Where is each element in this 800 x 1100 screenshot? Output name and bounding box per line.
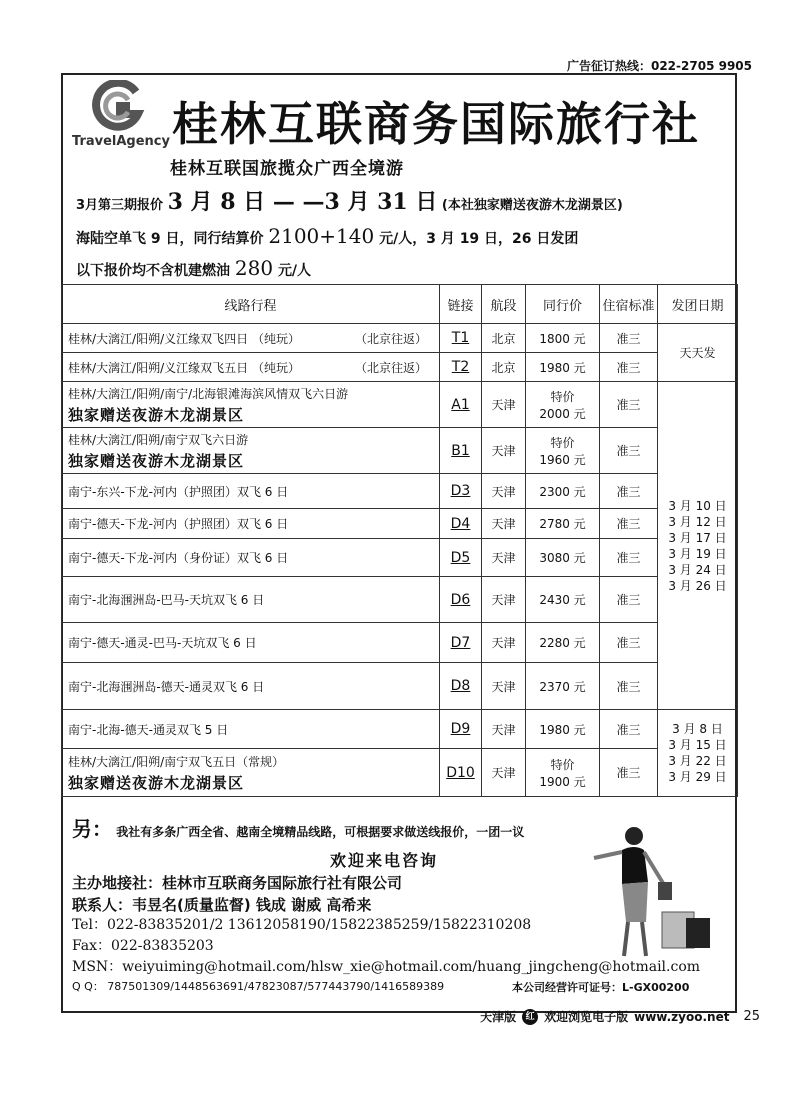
route-cell <box>62 428 440 474</box>
red-badge-icon: 红 <box>522 1009 538 1025</box>
price-table <box>61 284 738 797</box>
page-subtitle: 桂林互联国旅揽众广西全境游 <box>170 159 404 179</box>
date-cell-march <box>658 382 738 710</box>
route-tag: （北京往返） <box>354 360 427 375</box>
code-cell[interactable] <box>440 539 482 577</box>
code-cell[interactable] <box>440 623 482 663</box>
agency-logo-icon <box>90 80 146 134</box>
hotel-cell: 准三 <box>600 623 658 663</box>
route-cell <box>62 353 440 382</box>
depart-date: 3 月 12 日 <box>668 514 727 529</box>
segment-cell: 天津 <box>482 577 526 623</box>
fuel-note-prefix: 以下报价均不含机建燃油 <box>76 263 230 279</box>
price-cell: 1980 元 <box>526 710 600 749</box>
promo-period-line <box>76 185 623 216</box>
depart-date: 3 月 29 日 <box>668 770 727 784</box>
segment-cell: 天津 <box>482 428 526 474</box>
table-row <box>62 509 738 539</box>
hotel-cell: 准三 <box>600 324 658 353</box>
table-row <box>62 474 738 509</box>
license-number: 本公司经营许可证号：L-GX00200 <box>512 981 690 994</box>
depart-date: 3 月 22 日 <box>668 754 727 768</box>
code-cell[interactable] <box>440 324 482 353</box>
exclusive-offer: 独家赠送夜游木龙湖景区 <box>68 773 245 792</box>
price-label: 特价 <box>550 757 575 772</box>
additional-note <box>72 813 524 842</box>
note-text: 我社有多条广西全省、越南全境精品线路，可根据要求做送线报价，一团一议 <box>116 825 525 839</box>
table-row <box>62 382 738 428</box>
code-cell[interactable] <box>440 382 482 428</box>
segment-cell: 天津 <box>482 474 526 509</box>
price-cell: 2430 元 <box>526 577 600 623</box>
code-cell[interactable] <box>440 577 482 623</box>
exclusive-offer: 独家赠送夜游木龙湖景区 <box>68 451 245 470</box>
depart-date: 3 月 26 日 <box>668 578 727 593</box>
exclusive-offer: 独家赠送夜游木龙湖景区 <box>68 405 245 424</box>
depart-date: 3 月 15 日 <box>668 738 727 752</box>
segment-cell: 天津 <box>482 623 526 663</box>
fuel-note-price: 280 <box>234 256 274 280</box>
price-cell: 2280 元 <box>526 623 600 663</box>
route-code-link[interactable]: D9 <box>450 721 471 737</box>
table-row <box>62 539 738 577</box>
hotel-cell: 准三 <box>600 382 658 428</box>
hotel-cell: 准三 <box>600 474 658 509</box>
price-cell <box>526 749 600 797</box>
segment-cell: 天津 <box>482 749 526 797</box>
route-code-link[interactable]: A1 <box>451 396 470 413</box>
price-cell: 3080 元 <box>526 539 600 577</box>
route-cell: 南宁-北海涠洲岛-德天-通灵双飞 6 日 <box>62 663 440 710</box>
note-head: 另： <box>72 817 112 841</box>
hotel-cell: 准三 <box>600 577 658 623</box>
telephone: Tel：022-83835201/2 13612058190/15822385259/15822310208 <box>72 917 532 933</box>
hotel-cell: 准三 <box>600 749 658 797</box>
route-tag: （北京往返） <box>354 331 427 346</box>
promo-period-note: (本社独家赠送夜游木龙湖景区) <box>441 198 623 213</box>
header-route: 线路行程 <box>62 285 440 324</box>
route-code-link[interactable]: D8 <box>450 678 471 694</box>
msn-contacts: MSN：weiyuiming@hotmail.com/hlsw_xie@hotmail.com/huang_jingcheng@hotmail.com <box>72 959 701 975</box>
fuel-note-line <box>76 256 311 280</box>
route-cell: 南宁-北海-德天-通灵双飞 5 日 <box>62 710 440 749</box>
special-offer-prefix: 海陆空单飞 9 日，同行结算价 <box>76 231 264 247</box>
price-label: 特价 <box>550 389 575 404</box>
price-cell: 2300 元 <box>526 474 600 509</box>
hotel-cell: 准三 <box>600 353 658 382</box>
fuel-note-suffix: 元/人 <box>277 263 312 279</box>
route-cell: 南宁-德天-下龙-河内（身份证）双飞 6 日 <box>62 539 440 577</box>
price-cell: 2780 元 <box>526 509 600 539</box>
header-hotel: 住宿标准 <box>600 285 658 324</box>
route-cell <box>62 324 440 353</box>
route-cell: 南宁-北海涠洲岛-巴马-天坑双飞 6 日 <box>62 577 440 623</box>
price-cell <box>526 428 600 474</box>
route-cell: 南宁-德天-下龙-河内（护照团）双飞 6 日 <box>62 509 440 539</box>
depart-date: 3 月 24 日 <box>668 562 727 577</box>
route-cell <box>62 749 440 797</box>
route-code-link[interactable]: D6 <box>450 591 471 608</box>
table-row <box>62 623 738 663</box>
route-code-link[interactable]: D5 <box>450 549 471 566</box>
organizer: 主办地接社：桂林市互联商务国际旅行社有限公司 <box>72 874 403 892</box>
table-row <box>62 710 738 749</box>
header-price: 同行价 <box>526 285 600 324</box>
shopping-woman-illustration-icon <box>588 822 718 962</box>
segment-cell: 天津 <box>482 710 526 749</box>
date-cell-daily: 天天发 <box>658 324 738 382</box>
route-code-link[interactable]: D4 <box>450 515 471 532</box>
page-footer <box>480 1008 760 1025</box>
route-code-link[interactable]: T2 <box>451 359 470 375</box>
special-offer-suffix: 元/人，3 月 19 日，26 日发团 <box>379 231 579 247</box>
code-cell[interactable] <box>440 474 482 509</box>
segment-cell: 北京 <box>482 324 526 353</box>
price-cell <box>526 382 600 428</box>
price-value: 2000 元 <box>539 406 586 421</box>
welcome-text: 欢迎来电咨询 <box>330 851 439 870</box>
page-number: 25 <box>743 1009 760 1024</box>
route-code-link[interactable]: D3 <box>450 483 471 499</box>
price-value: 1900 元 <box>539 774 586 789</box>
qq-contacts: Q Q： 787501309/1448563691/47823087/577443790/1416589389 <box>72 980 445 993</box>
depart-date: 3 月 17 日 <box>668 530 727 545</box>
route-cell: 南宁-东兴-下龙-河内（护照团）双飞 6 日 <box>62 474 440 509</box>
ad-hotline: 广告征订热线：022-2705 9905 <box>566 59 752 73</box>
table-header-row <box>62 285 738 324</box>
segment-cell: 天津 <box>482 539 526 577</box>
depart-date: 3 月 8 日 <box>672 722 723 736</box>
hotel-cell: 准三 <box>600 509 658 539</box>
segment-cell: 北京 <box>482 353 526 382</box>
hotel-cell: 准三 <box>600 663 658 710</box>
route-cell: 南宁-德天-通灵-巴马-天坑双飞 6 日 <box>62 623 440 663</box>
route-text: 桂林/大漓江/阳朔/南宁双飞五日（常规） <box>68 754 285 769</box>
table-row <box>62 324 738 353</box>
hotel-cell: 准三 <box>600 539 658 577</box>
special-offer-price: 2100+140 <box>268 224 375 248</box>
footer-site-link[interactable]: www.zyoo.net <box>634 1009 730 1024</box>
table-row <box>62 428 738 474</box>
depart-date: 3 月 10 日 <box>668 498 727 513</box>
code-cell[interactable] <box>440 663 482 710</box>
code-cell[interactable] <box>440 353 482 382</box>
segment-cell: 天津 <box>482 382 526 428</box>
footer-text: 欢迎浏览电子版 <box>544 1010 629 1024</box>
route-text: 桂林/大漓江/阳朔/南宁双飞六日游 <box>68 432 249 447</box>
route-code-link[interactable]: D10 <box>446 764 475 781</box>
price-label: 特价 <box>550 435 575 450</box>
route-text: 桂林/大漓江/阳朔/义江缘双飞四日 （纯玩） <box>68 331 300 346</box>
table-row <box>62 353 738 382</box>
price-cell: 1980 元 <box>526 353 600 382</box>
date-cell-march-late <box>658 710 738 797</box>
code-cell[interactable] <box>440 710 482 749</box>
route-cell <box>62 382 440 428</box>
code-cell[interactable] <box>440 428 482 474</box>
segment-cell: 天津 <box>482 663 526 710</box>
route-code-link[interactable]: D7 <box>450 634 471 651</box>
footer-edition: 天津版 <box>480 1010 517 1024</box>
header-segment: 航段 <box>482 285 526 324</box>
price-cell: 1800 元 <box>526 324 600 353</box>
header-date: 发团日期 <box>658 285 738 324</box>
promo-period-prefix: 3月第三期报价 <box>76 198 164 213</box>
hotel-cell: 准三 <box>600 428 658 474</box>
segment-cell: 天津 <box>482 509 526 539</box>
route-text: 桂林/大漓江/阳朔/南宁/北海银滩海滨风情双飞六日游 <box>68 386 349 401</box>
hotel-cell: 准三 <box>600 710 658 749</box>
price-cell: 2370 元 <box>526 663 600 710</box>
logo-text: TravelAgency <box>72 134 170 149</box>
code-cell[interactable] <box>440 749 482 797</box>
table-row <box>62 749 738 797</box>
promo-period-range: 3 月 8 日 — —3 月 31 日 <box>167 189 438 215</box>
code-cell[interactable] <box>440 509 482 539</box>
contact-people: 联系人：韦昱名(质量监督) 钱成 谢威 高希来 <box>72 896 372 914</box>
page-title: 桂林互联商务国际旅行社 <box>172 97 700 151</box>
price-value: 1960 元 <box>539 452 586 467</box>
route-text: 桂林/大漓江/阳朔/义江缘双飞五日 （纯玩） <box>68 360 300 375</box>
table-row <box>62 577 738 623</box>
header-code: 链接 <box>440 285 482 324</box>
route-code-link[interactable]: B1 <box>451 442 470 459</box>
special-offer-line <box>76 224 578 248</box>
depart-date: 3 月 19 日 <box>668 546 727 561</box>
fax: Fax：022-83835203 <box>72 938 214 954</box>
table-row <box>62 663 738 710</box>
route-code-link[interactable]: T1 <box>451 330 470 346</box>
